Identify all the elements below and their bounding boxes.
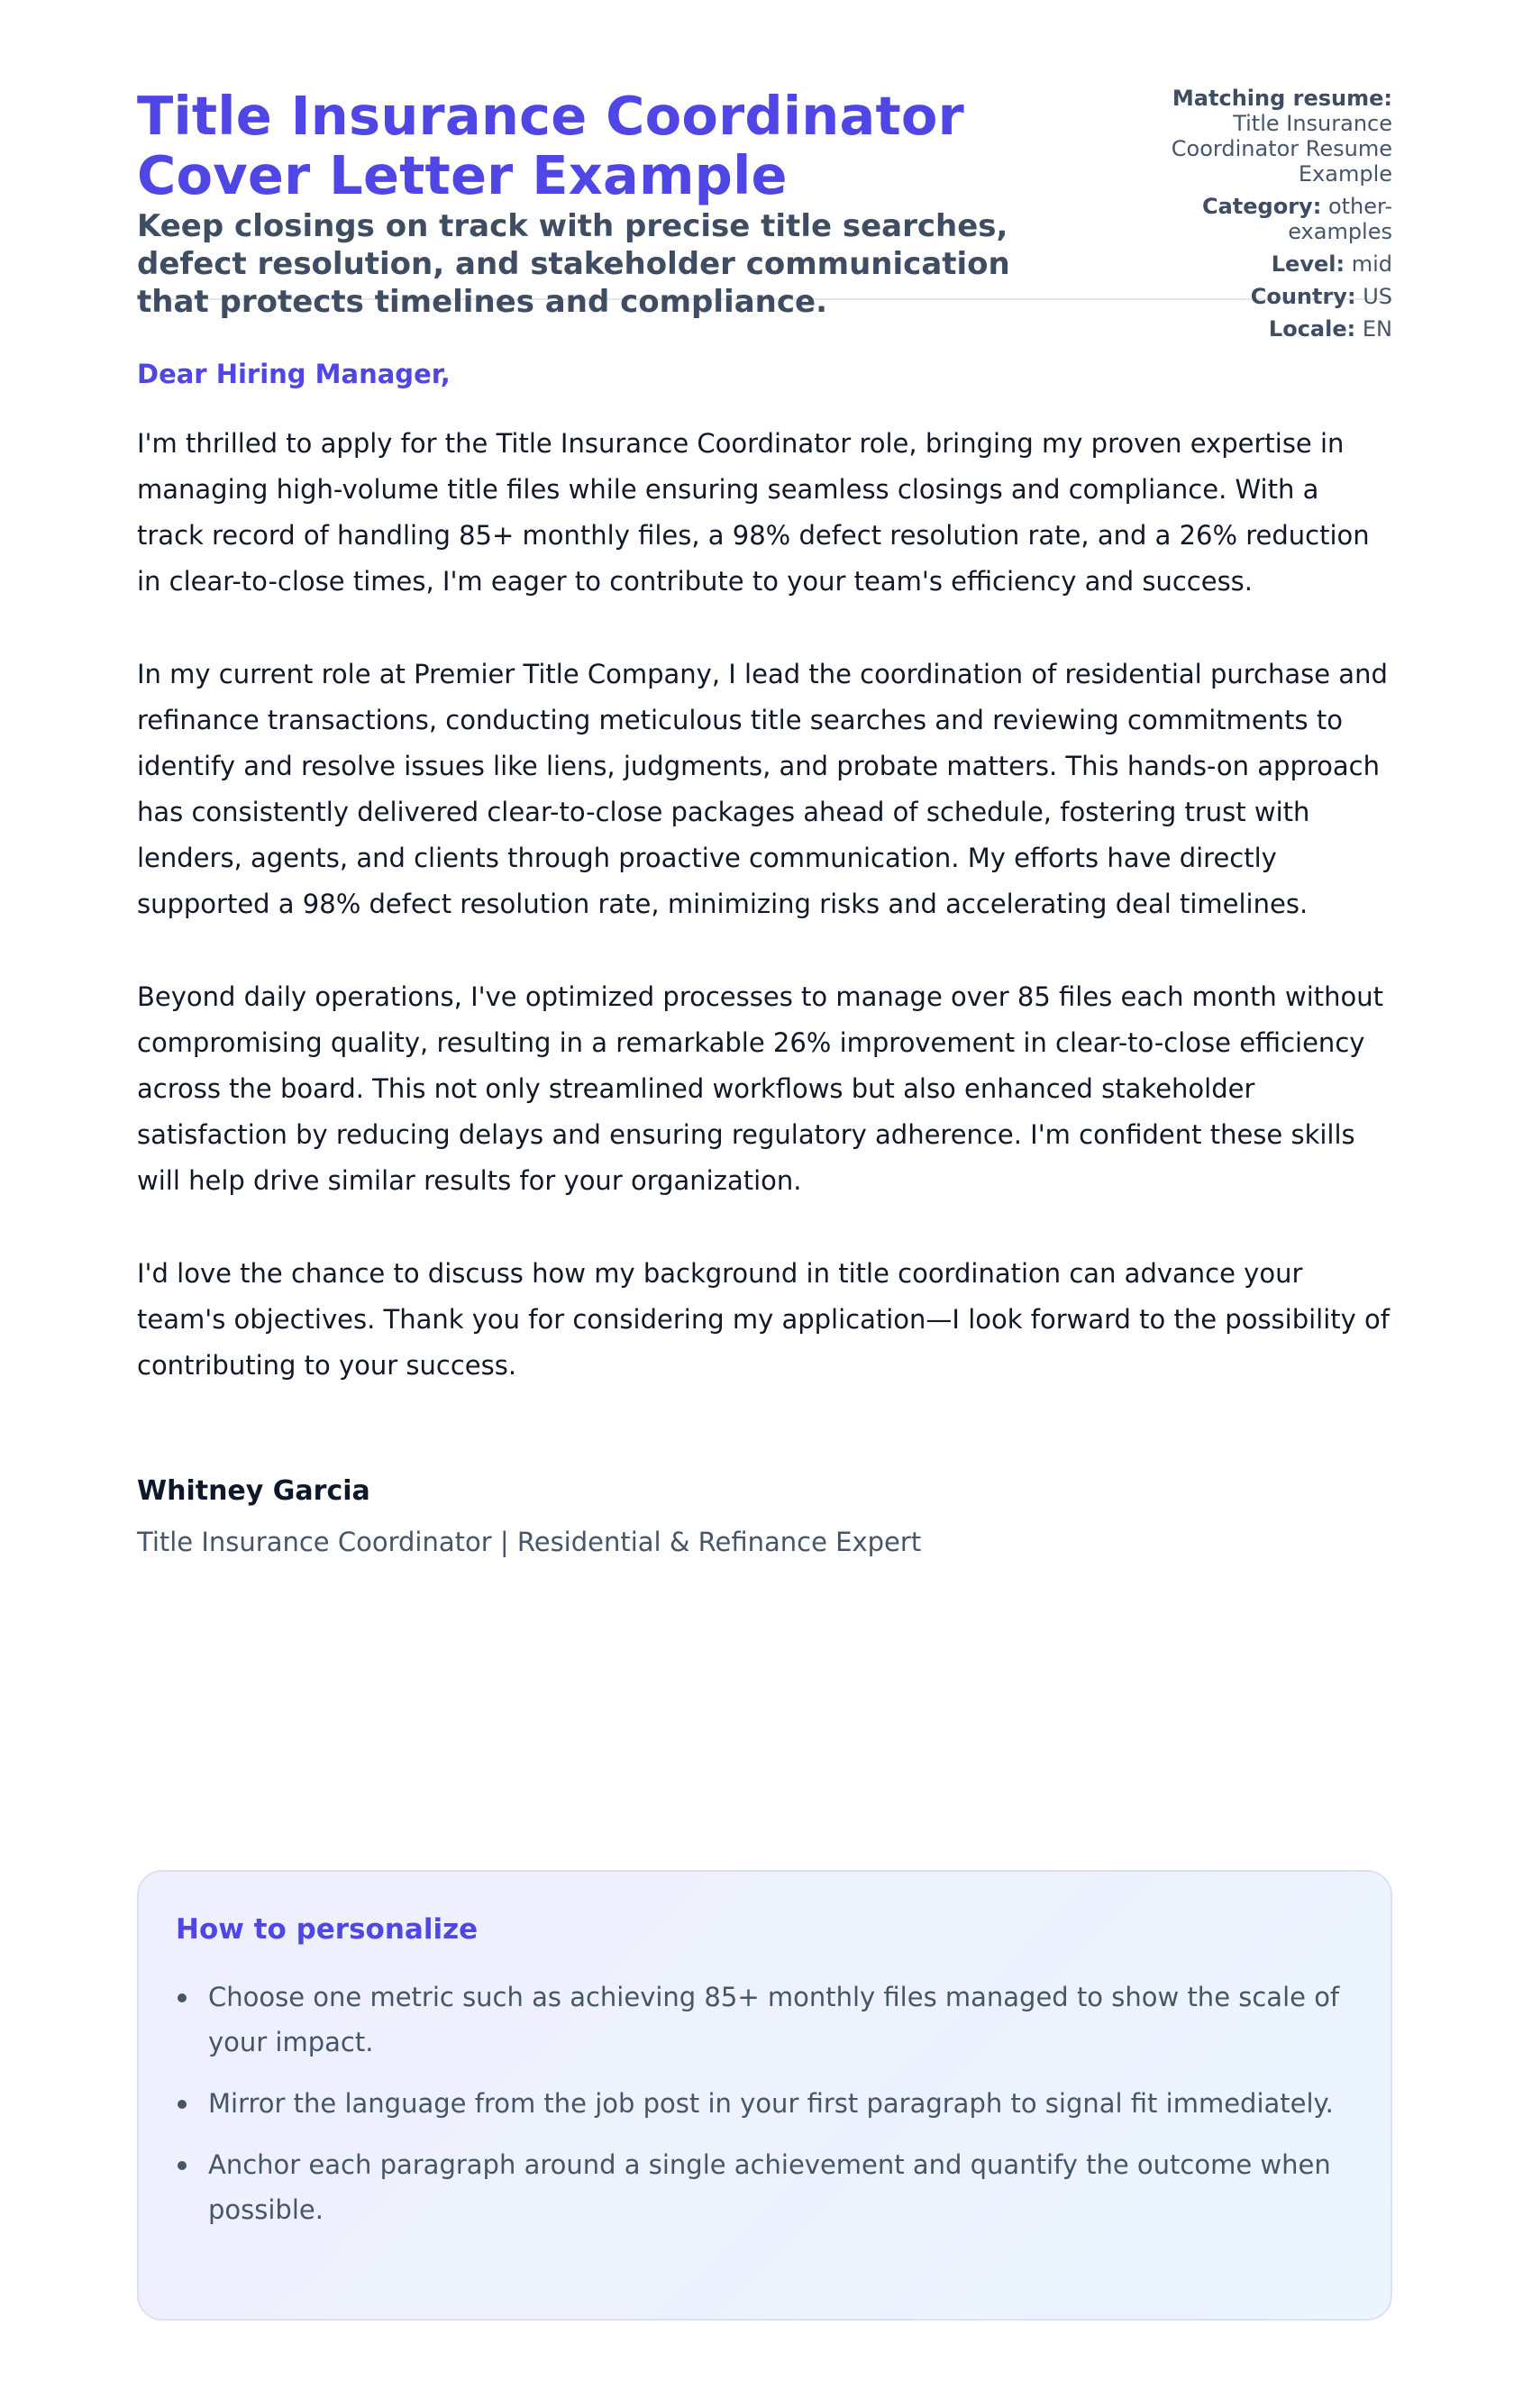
tip-text: Anchor each paragraph around a single achievement and quantify the outcome when possible. — [208, 2149, 1331, 2225]
title-block — [137, 87, 1092, 321]
meta-value: other-examples — [1288, 194, 1392, 244]
meta-label: Country: — [1250, 284, 1356, 309]
meta-country — [1140, 284, 1392, 309]
page-header — [137, 0, 1392, 342]
tip-text: Choose one metric such as achieving 85+ monthly files managed to show the scale of your impact. — [208, 1982, 1340, 2057]
meta-label: Locale: — [1268, 316, 1356, 342]
meta-locale — [1140, 316, 1392, 342]
tip-item — [176, 1975, 1354, 2065]
tip-item — [176, 2142, 1354, 2232]
tips-list — [176, 1975, 1354, 2232]
cover-letter-page — [137, 0, 1392, 2225]
matching-resume-link[interactable]: Title Insurance Coordinator Resume Example — [1171, 111, 1392, 187]
letter-paragraph: In my current role at Premier Title Company, I lead the coordination of residential purchase and refinance transactions, conducting meticulous title searches and reviewing commitments to identify and resolve issues like liens, judgments, and probate matters. This hands-on approach has consistently delivered clear-to-close packages ahead of schedule, fostering trust with lenders, agents, and clients through proactive communication. My efforts have directly supported a 98% defect resolution rate, minimizing risks and accelerating deal timelines. — [137, 659, 1388, 919]
page-title: Title Insurance Coordinator Cover Letter Example — [137, 85, 964, 206]
meta-info — [1140, 86, 1392, 349]
letter-body — [137, 300, 1392, 1558]
meta-label: Level: — [1271, 251, 1345, 277]
meta-value: US — [1363, 284, 1392, 309]
meta-label: Matching resume: — [1172, 86, 1392, 111]
tip-item — [176, 2081, 1354, 2126]
personalize-callout — [137, 1870, 1392, 2321]
meta-matching-resume — [1140, 86, 1392, 187]
bullet-icon — [178, 2100, 187, 2109]
signature-title: Title Insurance Coordinator | Residential & Refinance Expert — [137, 1527, 922, 1557]
letter-paragraph: Beyond daily operations, I've optimized processes to manage over 85 files each month without compromising quality, resulting in a remarkable 26% improvement in clear-to-close efficiency across the board. This not only streamlined workflows but also enhanced stakeholder satisfaction by reducing delays and ensuring regulatory adherence. I'm confident these skills will help drive similar results for your organization. — [137, 981, 1384, 1196]
bullet-icon — [178, 1993, 187, 2002]
signature-name: Whitney Garcia — [137, 1475, 370, 1507]
tip-text: Mirror the language from the job post in your first paragraph to signal fit immediately. — [208, 2088, 1334, 2119]
meta-value: EN — [1362, 316, 1392, 342]
bullet-icon — [178, 2161, 187, 2170]
meta-value: mid — [1351, 251, 1392, 277]
signature — [137, 1475, 1392, 1558]
meta-level — [1140, 251, 1392, 277]
letter-paragraph: I'd love the chance to discuss how my background in title coordination can advance your team's objectives. Thank you for considering my application—I look forward to the possibility of contributing to your success. — [137, 1258, 1391, 1381]
page-subtitle: Keep closings on track with precise title searches, defect resolution, and stakeholder communication that protects timelines and compliance. — [137, 208, 1010, 320]
meta-category — [1140, 194, 1392, 244]
callout-title: How to personalize — [176, 1913, 479, 1946]
greeting: Dear Hiring Manager, — [137, 359, 451, 389]
letter-paragraph: I'm thrilled to apply for the Title Insurance Coordinator role, bringing my proven expertise in managing high-volume title files while ensuring seamless closings and compliance. With a track record of handling 85+ monthly files, a 98% defect resolution rate, and a 26% reduction in clear-to-close times, I'm eager to contribute to your team's efficiency and success. — [137, 428, 1370, 597]
meta-label: Category: — [1201, 194, 1322, 219]
